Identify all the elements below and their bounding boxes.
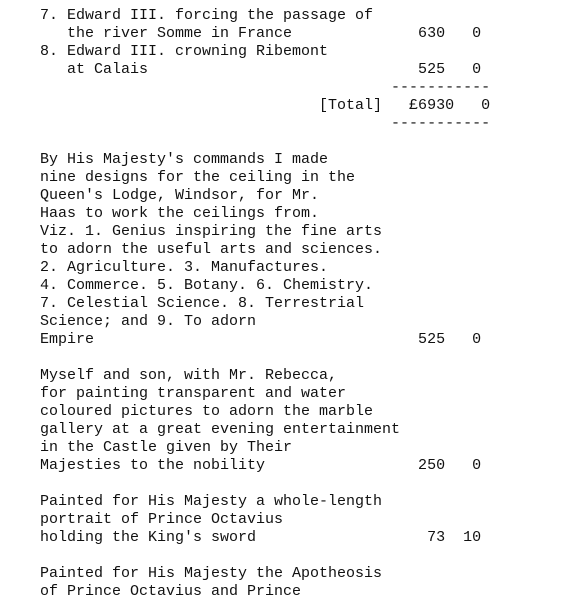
text-line: at Calais 525 0	[40, 61, 482, 78]
text-line: in the Castle given by Their	[40, 439, 293, 456]
text-line: 8. Edward III. crowning Ribemont	[40, 43, 329, 60]
text-line: Viz. 1. Genius inspiring the fine arts	[40, 223, 383, 240]
text-line: nine designs for the ceiling in the	[40, 169, 356, 186]
text-line: Haas to work the ceilings from.	[40, 205, 320, 222]
text-line: Empire 525 0	[40, 331, 482, 348]
text-line: coloured pictures to adorn the marble	[40, 403, 374, 420]
text-line: 2. Agriculture. 3. Manufactures.	[40, 259, 329, 276]
text-line: portrait of Prince Octavius	[40, 511, 284, 528]
text-line: Queen's Lodge, Windsor, for Mr.	[40, 187, 320, 204]
text-line: holding the King's sword 73 10	[40, 529, 482, 546]
text-line: Painted for His Majesty a whole-length	[40, 493, 383, 510]
text-line: 7. Edward III. forcing the passage of	[40, 7, 374, 24]
text-line: of Prince Octavius and Prince	[40, 583, 302, 600]
text-line: gallery at a great evening entertainment	[40, 421, 401, 438]
text-line: 4. Commerce. 5. Botany. 6. Chemistry.	[40, 277, 374, 294]
text-line: Science; and 9. To adorn	[40, 313, 257, 330]
text-line: Painted for His Majesty the Apotheosis	[40, 565, 383, 582]
text-line: for painting transparent and water	[40, 385, 347, 402]
rule-line: -----------	[40, 115, 491, 132]
text-line: Myself and son, with Mr. Rebecca,	[40, 367, 338, 384]
text-line: 7. Celestial Science. 8. Terrestrial	[40, 295, 365, 312]
text-line: By His Majesty's commands I made	[40, 151, 329, 168]
rule-line: -----------	[40, 79, 491, 96]
text-line: the river Somme in France 630 0	[40, 25, 482, 42]
total-line: [Total] £6930 0	[40, 97, 491, 114]
text-line: Majesties to the nobility 250 0	[40, 457, 482, 474]
text-line: to adorn the useful arts and sciences.	[40, 241, 383, 258]
